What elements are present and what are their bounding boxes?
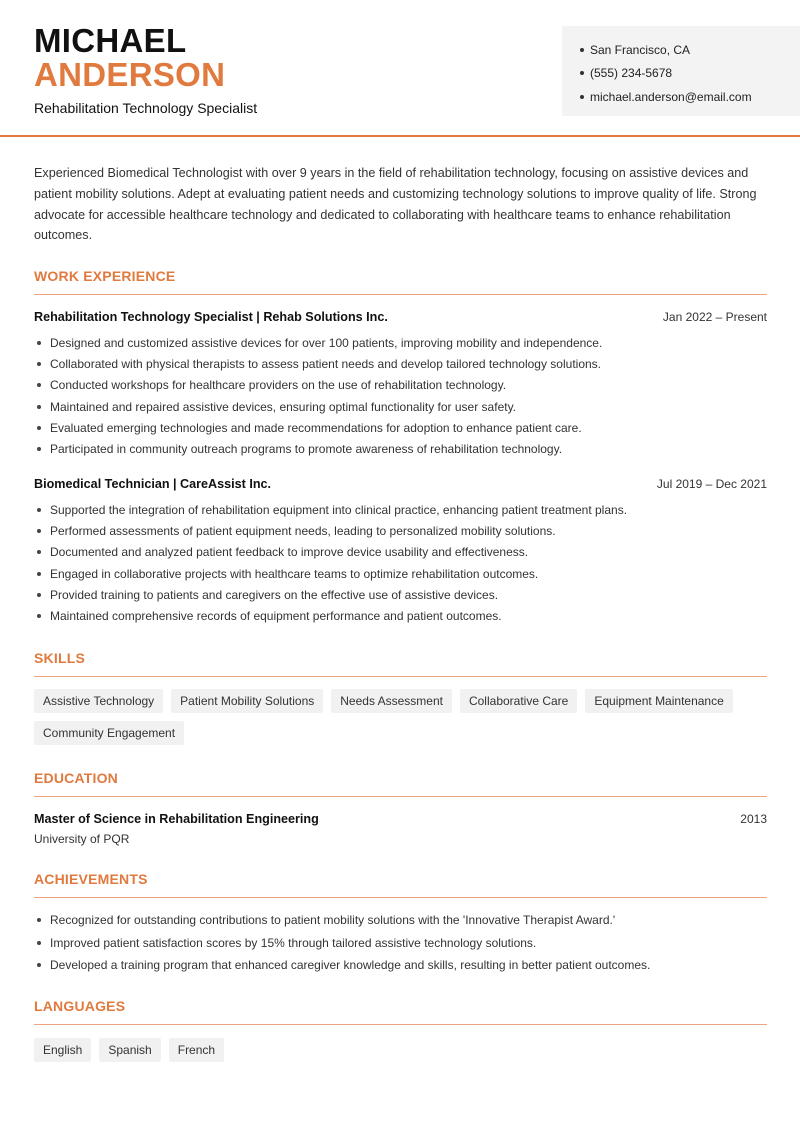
skill-tag: Community Engagement bbox=[34, 721, 184, 745]
job-role: Rehabilitation Technology Specialist | Rehab Solutions Inc. bbox=[34, 310, 388, 324]
list-item: Provided training to patients and caregivers on the effective use of assistive devices. bbox=[34, 584, 767, 605]
list-item: Improved patient satisfaction scores by 15% through tailored assistive technology solutions. bbox=[34, 932, 767, 955]
bullet-icon bbox=[580, 71, 584, 75]
section-title-achievements: ACHIEVEMENTS bbox=[34, 871, 767, 898]
job-role: Biomedical Technician | CareAssist Inc. bbox=[34, 477, 272, 491]
list-item: Participated in community outreach programs to promote awareness of rehabilitation technology. bbox=[34, 438, 767, 459]
list-item: Conducted workshops for healthcare providers on the use of rehabilitation technology. bbox=[34, 375, 767, 396]
first-name: MICHAEL bbox=[34, 22, 187, 59]
list-item: Performed assessments of patient equipment needs, leading to personalized mobility solutions. bbox=[34, 520, 767, 541]
list-item: Recognized for outstanding contributions to patient mobility solutions with the 'Innovative Therapist Award.' bbox=[34, 909, 767, 932]
list-item: Developed a training program that enhanced caregiver knowledge and skills, resulting in better patient outcomes. bbox=[34, 954, 767, 977]
skill-tag: Collaborative Care bbox=[460, 689, 577, 713]
list-item: Collaborated with physical therapists to assess patient needs and develop tailored technology solutions. bbox=[34, 353, 767, 374]
job-header bbox=[34, 310, 767, 324]
skill-tag: Needs Assessment bbox=[331, 689, 452, 713]
list-item: Engaged in collaborative projects with healthcare teams to optimize rehabilitation outcomes. bbox=[34, 563, 767, 584]
contact-box bbox=[562, 26, 800, 116]
section-title-languages: LANGUAGES bbox=[34, 998, 767, 1025]
section-title-skills: SKILLS bbox=[34, 650, 767, 677]
language-tag: English bbox=[34, 1038, 91, 1062]
languages-list bbox=[34, 1038, 767, 1062]
section-title-education: EDUCATION bbox=[34, 770, 767, 797]
job-bullets bbox=[34, 499, 767, 627]
job-date: Jul 2019 – Dec 2021 bbox=[656, 477, 767, 491]
language-tag: French bbox=[169, 1038, 224, 1062]
contact-phone: (555) 234-5678 bbox=[580, 62, 800, 86]
summary: Experienced Biomedical Technologist with over 9 years in the field of rehabilitation technology, focusing on assistive devices and patient mobility solutions. Adept at evaluating patient needs and customizing technology solutions to improve quality of life. Strong advocate for accessible healthcare technology and dedicated to collaborating with healthcare teams to enhance rehabilitation outcomes. bbox=[34, 166, 757, 243]
contact-email[interactable]: michael.anderson@email.com bbox=[580, 85, 800, 109]
bullet-icon bbox=[580, 48, 584, 52]
job-header bbox=[34, 477, 767, 491]
list-item: Designed and customized assistive devices for over 100 patients, improving mobility and independence. bbox=[34, 332, 767, 353]
skill-tag: Assistive Technology bbox=[34, 689, 163, 713]
job-bullets bbox=[34, 332, 767, 460]
contact-location: San Francisco, CA bbox=[580, 38, 800, 62]
education-header bbox=[34, 812, 767, 826]
section-title-work: WORK EXPERIENCE bbox=[34, 268, 767, 295]
school: University of PQR bbox=[34, 832, 130, 846]
list-item: Maintained and repaired assistive devices, ensuring optimal functionality for user safety. bbox=[34, 396, 767, 417]
skills-list bbox=[34, 689, 767, 745]
list-item: Supported the integration of rehabilitation equipment into clinical practice, enhancing patient treatment plans. bbox=[34, 499, 767, 520]
graduation-year: 2013 bbox=[740, 812, 767, 826]
skill-tag: Equipment Maintenance bbox=[585, 689, 732, 713]
job-date: Jan 2022 – Present bbox=[662, 310, 767, 324]
last-name: ANDERSON bbox=[34, 56, 226, 93]
resume-header bbox=[0, 0, 800, 137]
skill-tag: Patient Mobility Solutions bbox=[171, 689, 323, 713]
list-item: Evaluated emerging technologies and made recommendations for adoption to enhance patient care. bbox=[34, 417, 767, 438]
list-item: Maintained comprehensive records of equipment performance and patient outcomes. bbox=[34, 605, 767, 626]
bullet-icon bbox=[580, 95, 584, 99]
job-title: Rehabilitation Technology Specialist bbox=[34, 100, 258, 116]
list-item: Documented and analyzed patient feedback to improve device usability and effectiveness. bbox=[34, 542, 767, 563]
achievements-list bbox=[34, 909, 767, 977]
language-tag: Spanish bbox=[99, 1038, 160, 1062]
degree: Master of Science in Rehabilitation Engineering bbox=[34, 812, 319, 826]
